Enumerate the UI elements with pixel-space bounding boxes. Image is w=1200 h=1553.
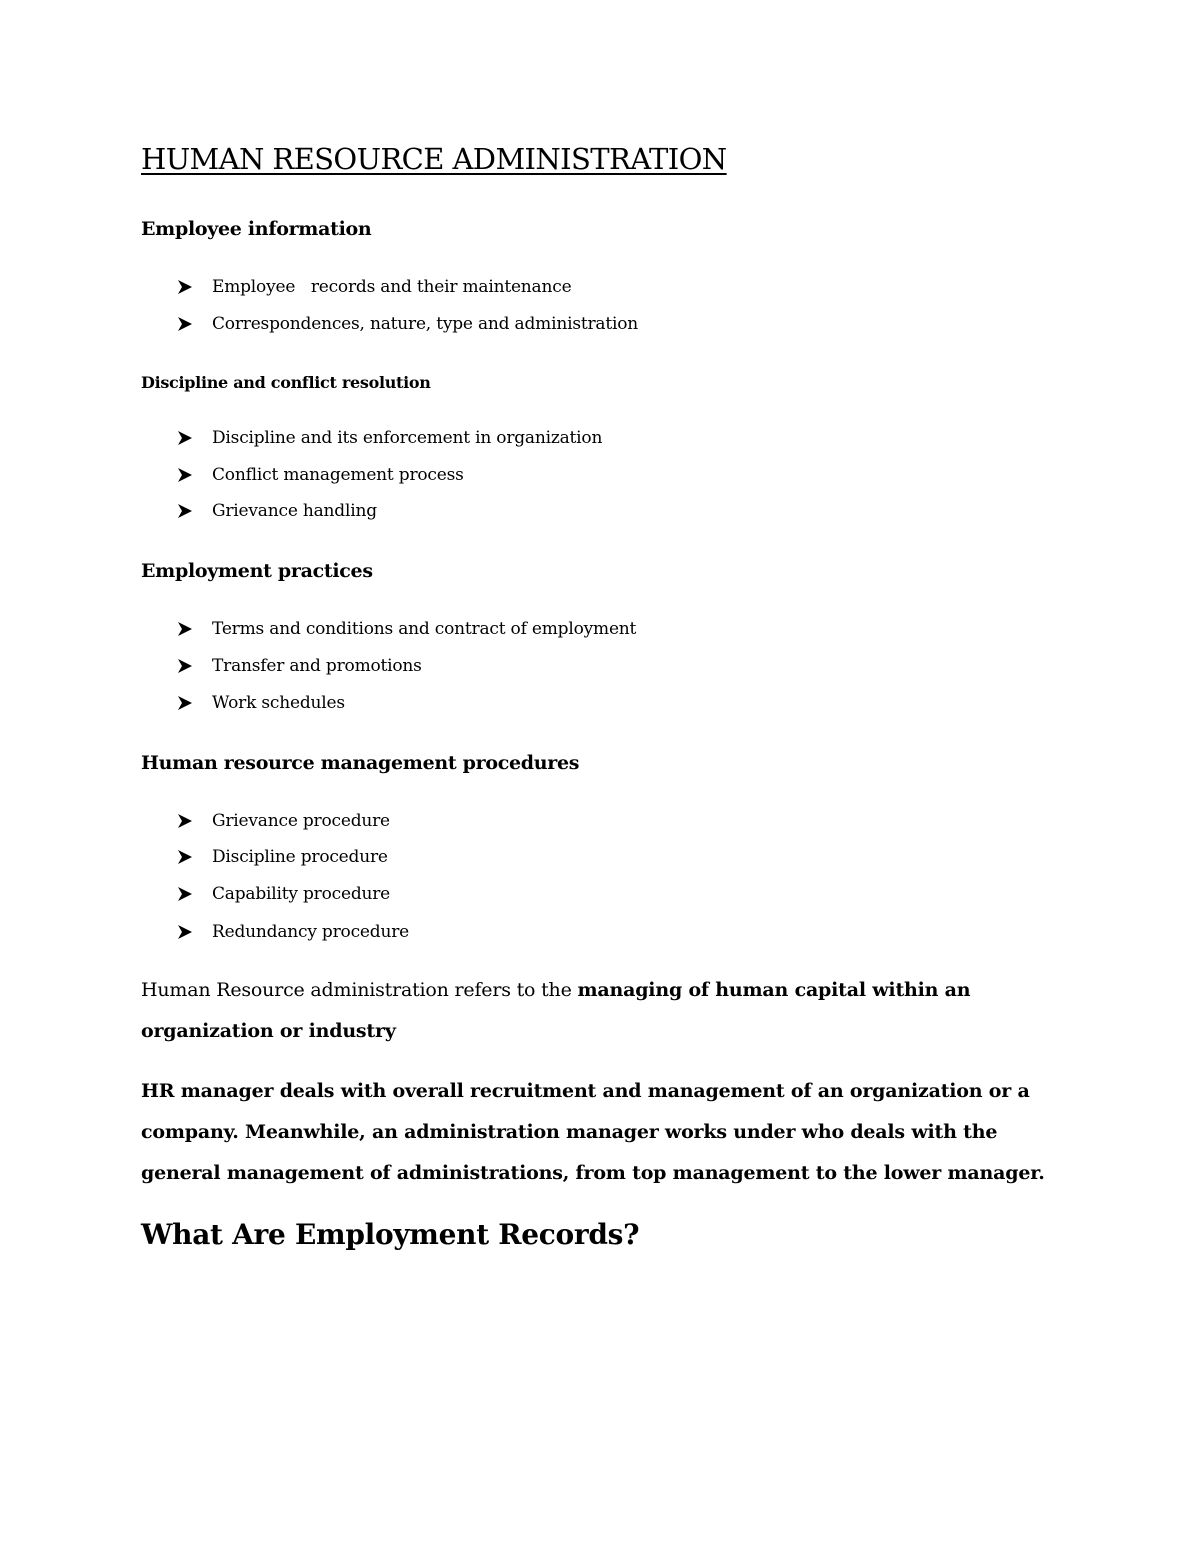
- definition-plain-text: Human Resource administration refers to the: [141, 979, 578, 1001]
- employment-records-heading: What Are Employment Records?: [141, 1218, 640, 1251]
- arrowhead-bullet-icon: [176, 657, 212, 675]
- list-item-text: Capability procedure: [212, 884, 391, 904]
- section-heading-discipline-conflict: Discipline and conflict resolution: [141, 373, 431, 392]
- arrowhead-bullet-icon: [176, 429, 212, 447]
- document-title: HUMAN RESOURCE ADMINISTRATION: [141, 142, 727, 176]
- arrowhead-bullet-icon: [176, 848, 212, 866]
- arrowhead-bullet-icon: [176, 694, 212, 712]
- arrowhead-bullet-icon: [176, 466, 212, 484]
- list-item-text: Terms and conditions and contract of employment: [212, 619, 637, 639]
- section-heading-employee-information: Employee information: [141, 218, 372, 240]
- section-heading-hr-procedures: Human resource management procedures: [141, 752, 580, 774]
- list-item-text: Correspondences, nature, type and administration: [212, 314, 638, 334]
- definition-paragraph: [141, 970, 1071, 1052]
- arrowhead-bullet-icon: [176, 620, 212, 638]
- list-item-text: Discipline and its enforcement in organization: [212, 428, 603, 448]
- arrowhead-bullet-icon: [176, 315, 212, 333]
- list-item-text: Redundancy procedure: [212, 922, 409, 942]
- list-item: [176, 847, 388, 867]
- arrowhead-bullet-icon: [176, 812, 212, 830]
- list-item: [176, 465, 464, 485]
- section-heading-employment-practices: Employment practices: [141, 560, 373, 582]
- arrowhead-bullet-icon: [176, 885, 212, 903]
- list-item: [176, 922, 409, 942]
- list-item: [176, 277, 571, 297]
- list-item-text: Grievance handling: [212, 501, 377, 521]
- list-item: [176, 428, 602, 448]
- arrowhead-bullet-icon: [176, 278, 212, 296]
- list-item: [176, 501, 377, 521]
- hr-manager-text: HR manager deals with overall recruitment and management of an organization or a company. Meanwhile, an administration manager works under who deals with the general management of administrations, from top management to the lower manager.: [141, 1080, 1045, 1184]
- list-item: [176, 314, 638, 334]
- list-item: [176, 619, 636, 639]
- list-item-text: Transfer and promotions: [212, 656, 422, 676]
- list-item-text: Work schedules: [212, 693, 345, 713]
- arrowhead-bullet-icon: [176, 923, 212, 941]
- list-item-text: Grievance procedure: [212, 811, 390, 831]
- list-item: [176, 811, 390, 831]
- list-item: [176, 656, 422, 676]
- list-item: [176, 884, 390, 904]
- list-item-text: Conflict management process: [212, 465, 464, 485]
- hr-manager-paragraph: [141, 1071, 1071, 1194]
- definition-bold-text: managing of human capital within an organization or industry: [141, 979, 971, 1042]
- arrowhead-bullet-icon: [176, 502, 212, 520]
- list-item-text: Employee records and their maintenance: [212, 277, 572, 297]
- list-item: [176, 693, 345, 713]
- list-item-text: Discipline procedure: [212, 847, 388, 867]
